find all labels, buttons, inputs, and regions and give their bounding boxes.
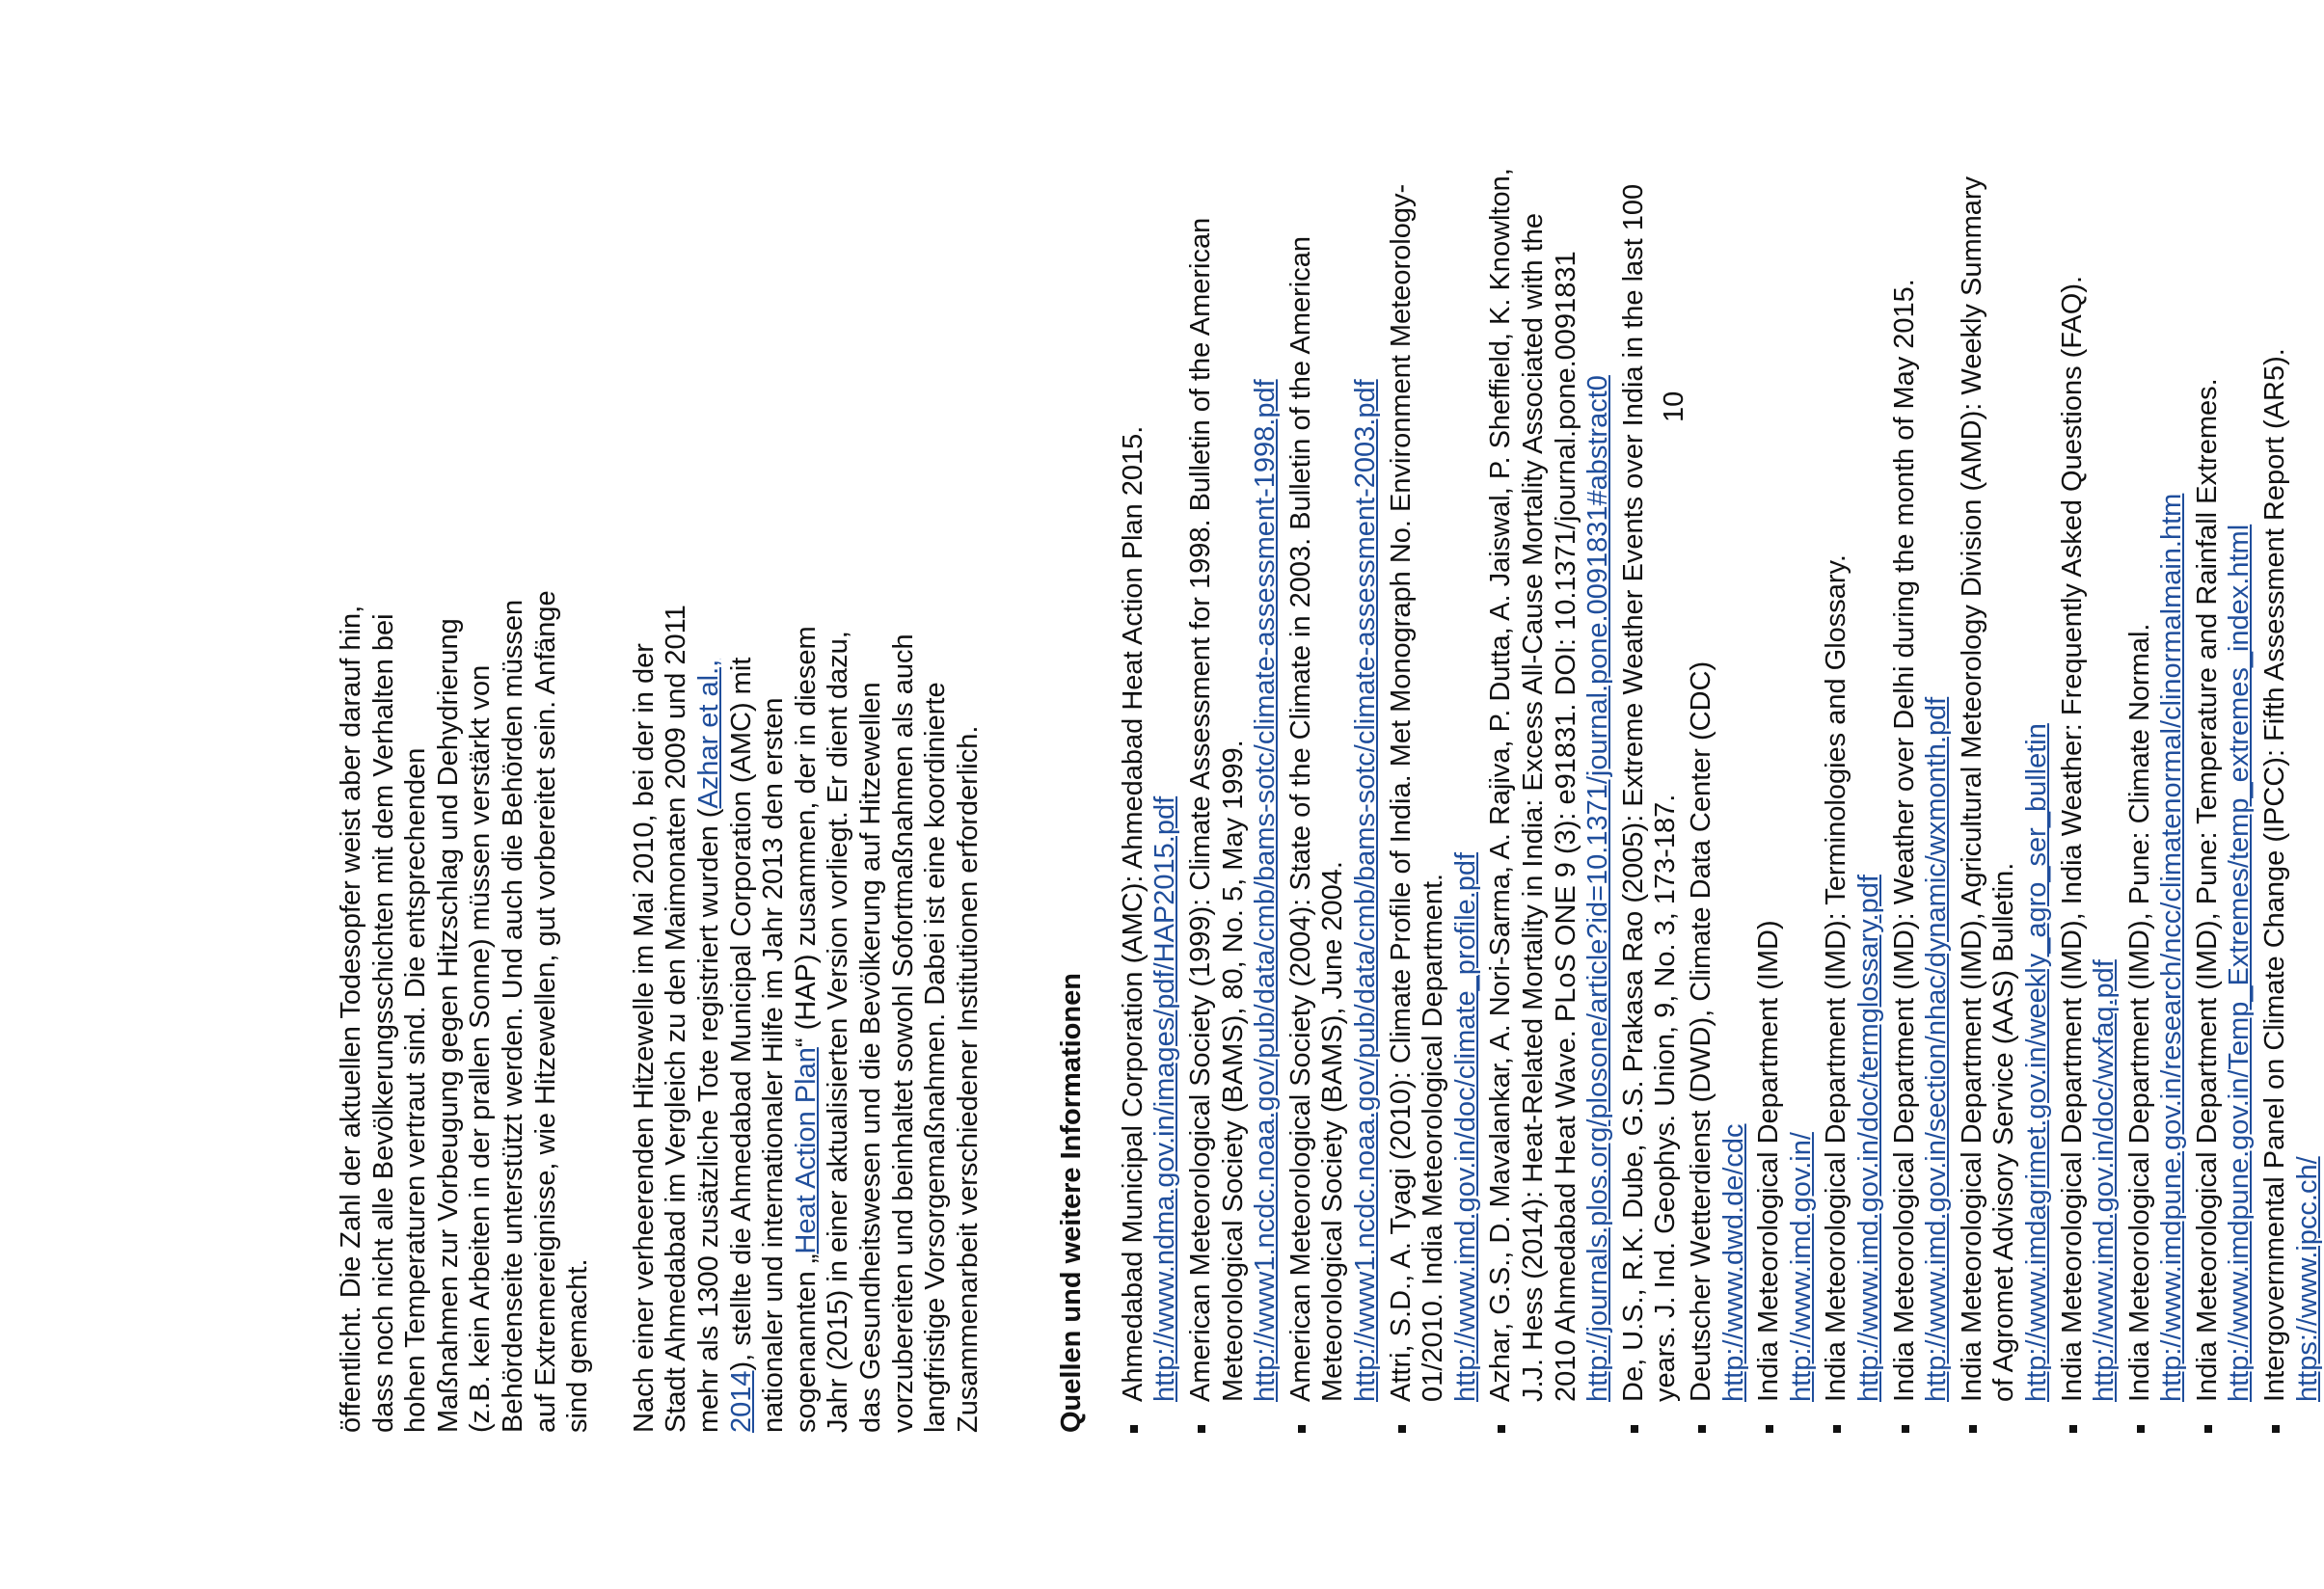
bullet-icon [1969,1425,1977,1433]
page-number: 10 [1659,391,1689,422]
reference-text: De, U.S., R.K. Dube, G.S. Prakasa Rao (2005): Extreme Weather Events over India in the last 100 years. J. Ind. Geophys. Union, 9, No. 3, 173-187. [1617,183,1682,1402]
reference-link[interactable]: https://www.ipcc.ch/ [2291,1156,2323,1402]
reference-text: Attri, S.D., A. Tyagi (2010): Climate Profile of India. Met Monograph No. Environment Meteorology-01/2010. India Meteorological Department. [1385,183,1449,1402]
bullet-icon [1833,1425,1841,1433]
reference-link[interactable]: http://www.imd.gov.in/doc/climate_profile.pdf [1449,851,1481,1402]
reference-link[interactable]: http://www.imd.gov.in/doc/termglossary.pdf [1852,875,1884,1402]
paragraph-text: Nach einer verheerenden Hitzewelle im Mai 2010, bei der in der Stadt Ahmedabad im Vergleich zu den Maimonaten 2009 und 2011 mehr als 1300 zusätzliche Tote registriert wurden ( [628,605,724,1433]
reference-item [1386,160,1483,1433]
reference-text: India Meteorological Department (IMD): Terminologies and Glossary. [1821,554,1852,1402]
reference-item [1821,160,1885,1433]
bullet-icon [1198,1425,1205,1433]
reference-link[interactable]: http://www.imdpune.gov.in/Temp_Extremes/temp_extremes_index.html [2224,524,2256,1402]
reference-link[interactable]: http://www.imdagrimet.gov.in/weekly_agro_ser_bulletin [2020,723,2052,1402]
reference-text: India Meteorological Department (IMD), India Weather: Frequently Asked Questions (FAQ). [2056,275,2088,1402]
reference-text: American Meteorological Society (1999): Climate Assessment for 1998. Bulletin of the American Meteorological Society (BAMS), 80, No. 5, May 1999. [1185,217,1249,1402]
paragraph-text: “ (HAP) zusammen, der in diesem Jahr (2015) in einer aktualisierten Version vorliegt. Er dient dazu, das Gesundheitswesen und die Bevölkerung auf Hitzewellen vorzubereiten und beinhaltet sowohl Sofortmaßnahmen als auch langfristige Vorsorgemaßnahmen. Dabei ist eine koordinierte Zusammenarbeit verschiedener Institutionen erforderlich. [790,626,984,1433]
bullet-icon [1631,1425,1638,1433]
reference-link[interactable]: http://www1.ncdc.noaa.gov/pub/data/cmb/bams-sotc/climate-assessment-1998.pdf [1250,379,1282,1402]
reference-text: India Meteorological Department (IMD): Weather over Delhi during the month of May 2015. [1888,279,1920,1402]
bullet-icon [2137,1425,2145,1433]
bullet-icon [1298,1425,1306,1433]
reference-item [1285,160,1383,1433]
reference-text: American Meteorological Society (2004): State of the Climate in 2003. Bulletin of the American Meteorological Society (BAMS), June 2004. [1284,236,1349,1402]
azhar-citation-link[interactable]: Azhar et al., 2014 [692,659,757,1433]
reference-item [1485,160,1614,1433]
rotated-document-page [336,150,2323,1433]
bullet-icon [2272,1425,2280,1433]
bullet-icon [1766,1425,1773,1433]
bullet-icon [2069,1425,2077,1433]
reference-link[interactable]: http://www.imd.gov.in/doc/wxfaq.pdf [2089,959,2121,1402]
reference-item [1118,160,1182,1433]
bullet-icon [1902,1425,1909,1433]
reference-item [1957,160,2054,1433]
reference-text: Ahmedabad Municipal Corporation (AMC): Ahmedabad Heat Action Plan 2015. [1117,425,1148,1402]
reference-text: India Meteorological Department (IMD) [1753,920,1785,1402]
reference-link[interactable]: http://journals.plos.org/plosone/article?id=10.1371/journal.pone.0091831#abstract0 [1582,375,1614,1402]
reference-text: India Meteorological Department (IMD), Pune: Climate Normal. [2123,623,2155,1402]
reference-text: India Meteorological Department (IMD), Pune: Temperature and Rainfall Extremes. [2191,378,2223,1402]
reference-link[interactable]: http://www.ndma.gov.in/images/pdf/HAP2015.pdf [1149,795,1181,1402]
reference-text: India Meteorological Department (IMD), Agricultural Meteorology Division (AMD): Weekly Summary of Agromet Advisory Service (AAS) Bulletin. [1956,175,2020,1402]
bullet-icon [1398,1425,1406,1433]
bullet-icon [2204,1425,2212,1433]
section-heading: Quellen und weitere Informationen [1056,973,1088,1433]
reference-item [1753,160,1818,1433]
reference-item [1686,160,1750,1433]
reference-link[interactable]: http://www.imd.gov.in/ [1785,1132,1817,1402]
reference-link[interactable]: http://www.imd.gov.in/section/nhac/dynamic/wxmonth.pdf [1921,696,1953,1402]
bullet-icon [1698,1425,1706,1433]
paragraph-text: ), stellte die Ahmedabad Municipal Corporation (AMC) mit nationaler und internationaler Hilfe im Jahr 2013 den ersten sogenannten „ [725,657,822,1433]
reference-text: Intergovernmental Panel on Climate Change (IPCC): Fifth Assessment Report (AR5). [2259,348,2291,1402]
reference-item [1889,160,1954,1433]
reference-text: Deutscher Wetterdienst (DWD), Climate Data Center (CDC) [1685,660,1716,1402]
reference-text: Azhar, G.S., D. Mavalankar, A. Nori-Sarma, A. Rajiva, P. Dutta, A. Jaiswal, P. Sheffield, K. Knowlton, J.J. Hess (2014): Heat-Related Mortality in India: Excess All-Cause Mortality Associated with the 2010 Ahmedabad Heat Wave. PLoS ONE 9 (3): e91831. DOI: 10.1371/journal.pone.0091831 [1485,168,1581,1402]
reference-item [2259,160,2324,1433]
reference-item [2124,160,2189,1433]
bullet-icon [1130,1425,1138,1433]
reference-link[interactable]: http://www.dwd.de/cdc [1717,1123,1749,1402]
reference-list [1118,160,2324,1433]
reference-item [2057,160,2121,1433]
reference-item [2192,160,2256,1433]
reference-link[interactable]: http://www.imdpune.gov.in/research/ncc/climatenormal/clinormalmain.htm [2156,493,2188,1402]
ahmedabad-paragraph [629,584,986,1433]
intro-paragraph: öffentlicht. Die Zahl der aktuellen Todesopfer weist aber darauf hin, dass noch nicht alle Bevölkerungsschichten mit dem Verhalten bei hohen Temperaturen vertraut sind. Die entsprechenden Maßnahmen zur Vorbeugung gegen Hitzschlag und Dehydrierung (z.B. kein Arbeiten in der prallen Sonne) müssen verstärkt von Behördenseite unterstützt werden. Und auch die Behörden müssen auf Extremereignisse, wie Hitzewellen, gut vorbereitet sein. Anfänge sind gemacht. [336,590,594,1433]
reference-item [1185,160,1283,1433]
heat-action-plan-link[interactable]: Heat Action Plan [790,1047,822,1254]
bullet-icon [1498,1425,1505,1433]
reference-link[interactable]: http://www1.ncdc.noaa.gov/pub/data/cmb/bams-sotc/climate-assessment-2003.pdf [1350,379,1382,1402]
reference-item [1618,160,1683,1433]
